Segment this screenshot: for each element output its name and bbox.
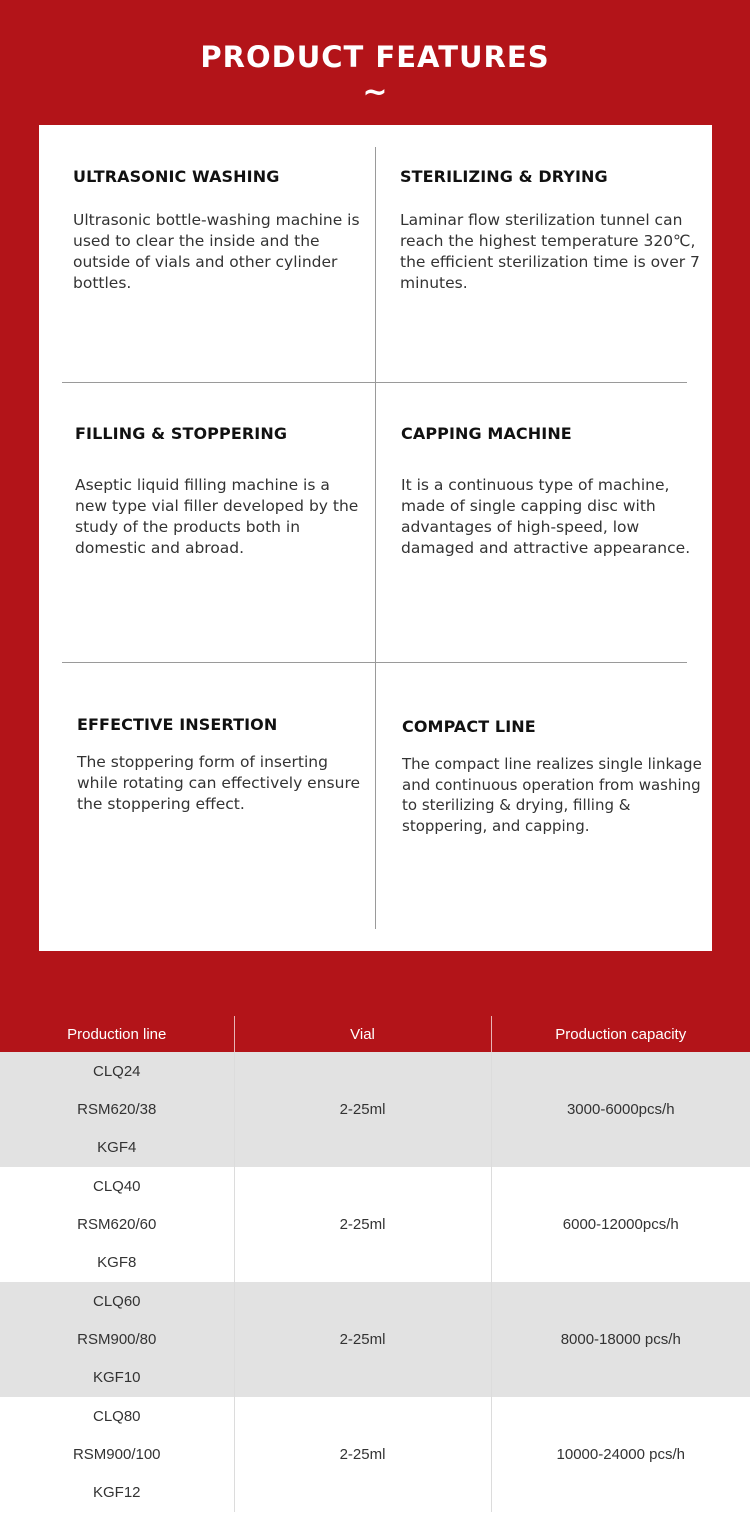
production-line-cell xyxy=(0,1167,234,1282)
vial-cell: 2-25ml xyxy=(234,1397,491,1512)
vial-cell: 2-25ml xyxy=(234,1167,491,1282)
section-title: PRODUCT FEATURES xyxy=(200,40,550,74)
model-name: KGF8 xyxy=(97,1253,137,1271)
table-row xyxy=(0,1052,750,1167)
model-name: RSM900/80 xyxy=(77,1330,157,1348)
feature-effective-insertion xyxy=(77,715,367,815)
production-line-cell xyxy=(0,1282,234,1397)
title-ornament: ~ xyxy=(362,75,388,110)
row-divider xyxy=(62,382,687,383)
production-line-cell xyxy=(0,1052,234,1167)
vial-cell: 2-25ml xyxy=(234,1052,491,1167)
column-header-production-capacity: Production capacity xyxy=(491,1016,750,1052)
model-name: RSM620/38 xyxy=(77,1100,157,1118)
table-row xyxy=(0,1167,750,1282)
feature-compact-line xyxy=(402,717,702,836)
model-name: CLQ24 xyxy=(92,1062,141,1080)
table-row xyxy=(0,1397,750,1512)
feature-description: It is a continuous type of machine, made of single capping disc with advantages of high-speed, low damaged and attractive appearance. xyxy=(401,476,691,557)
vial-cell: 2-25ml xyxy=(234,1282,491,1397)
model-name: CLQ60 xyxy=(92,1292,141,1310)
feature-sterilizing-drying xyxy=(400,167,700,294)
feature-title: CAPPING MACHINE xyxy=(401,424,572,443)
feature-description: Aseptic liquid filling machine is a new type vial filler developed by the study of the products both in domestic and abroad. xyxy=(75,476,359,557)
table-header-row xyxy=(0,1016,750,1052)
model-name: RSM620/60 xyxy=(77,1215,157,1233)
feature-title: COMPACT LINE xyxy=(402,717,536,736)
column-header-production-line: Production line xyxy=(0,1016,234,1052)
row-divider xyxy=(62,662,687,663)
model-name: CLQ80 xyxy=(92,1407,141,1425)
feature-description: The compact line realizes single linkage and continuous operation from washing to sterilizing & drying, filling & stoppering, and capping. xyxy=(402,755,702,835)
column-divider xyxy=(375,147,376,929)
feature-filling-stoppering xyxy=(75,424,365,559)
feature-capping-machine xyxy=(401,424,707,559)
capacity-cell: 6000-12000pcs/h xyxy=(491,1167,750,1282)
model-name: KGF4 xyxy=(97,1138,137,1156)
model-name: KGF12 xyxy=(92,1483,141,1501)
capacity-cell: 3000-6000pcs/h xyxy=(491,1052,750,1167)
features-card xyxy=(39,125,712,951)
model-name: KGF10 xyxy=(92,1368,141,1386)
capacity-cell: 8000-18000 pcs/h xyxy=(491,1282,750,1397)
specification-table xyxy=(0,1016,750,1512)
column-header-vial: Vial xyxy=(234,1016,491,1052)
feature-description: Ultrasonic bottle-washing machine is used to clear the inside and the outside of vials and other cylinder bottles. xyxy=(73,211,360,292)
feature-description: Laminar flow sterilization tunnel can reach the highest temperature 320℃, the efficient sterilization time is over 7 minutes. xyxy=(400,211,700,292)
feature-title: EFFECTIVE INSERTION xyxy=(77,715,278,734)
table-row xyxy=(0,1282,750,1397)
production-line-cell xyxy=(0,1397,234,1512)
feature-description: The stoppering form of inserting while rotating can effectively ensure the stoppering effect. xyxy=(77,753,361,813)
feature-title: ULTRASONIC WASHING xyxy=(73,167,280,186)
feature-title: FILLING & STOPPERING xyxy=(75,424,288,443)
feature-ultrasonic-washing xyxy=(73,167,369,294)
model-name: RSM900/100 xyxy=(72,1445,161,1463)
capacity-cell: 10000-24000 pcs/h xyxy=(491,1397,750,1512)
model-name: CLQ40 xyxy=(92,1177,141,1195)
feature-title: STERILIZING & DRYING xyxy=(400,167,608,186)
